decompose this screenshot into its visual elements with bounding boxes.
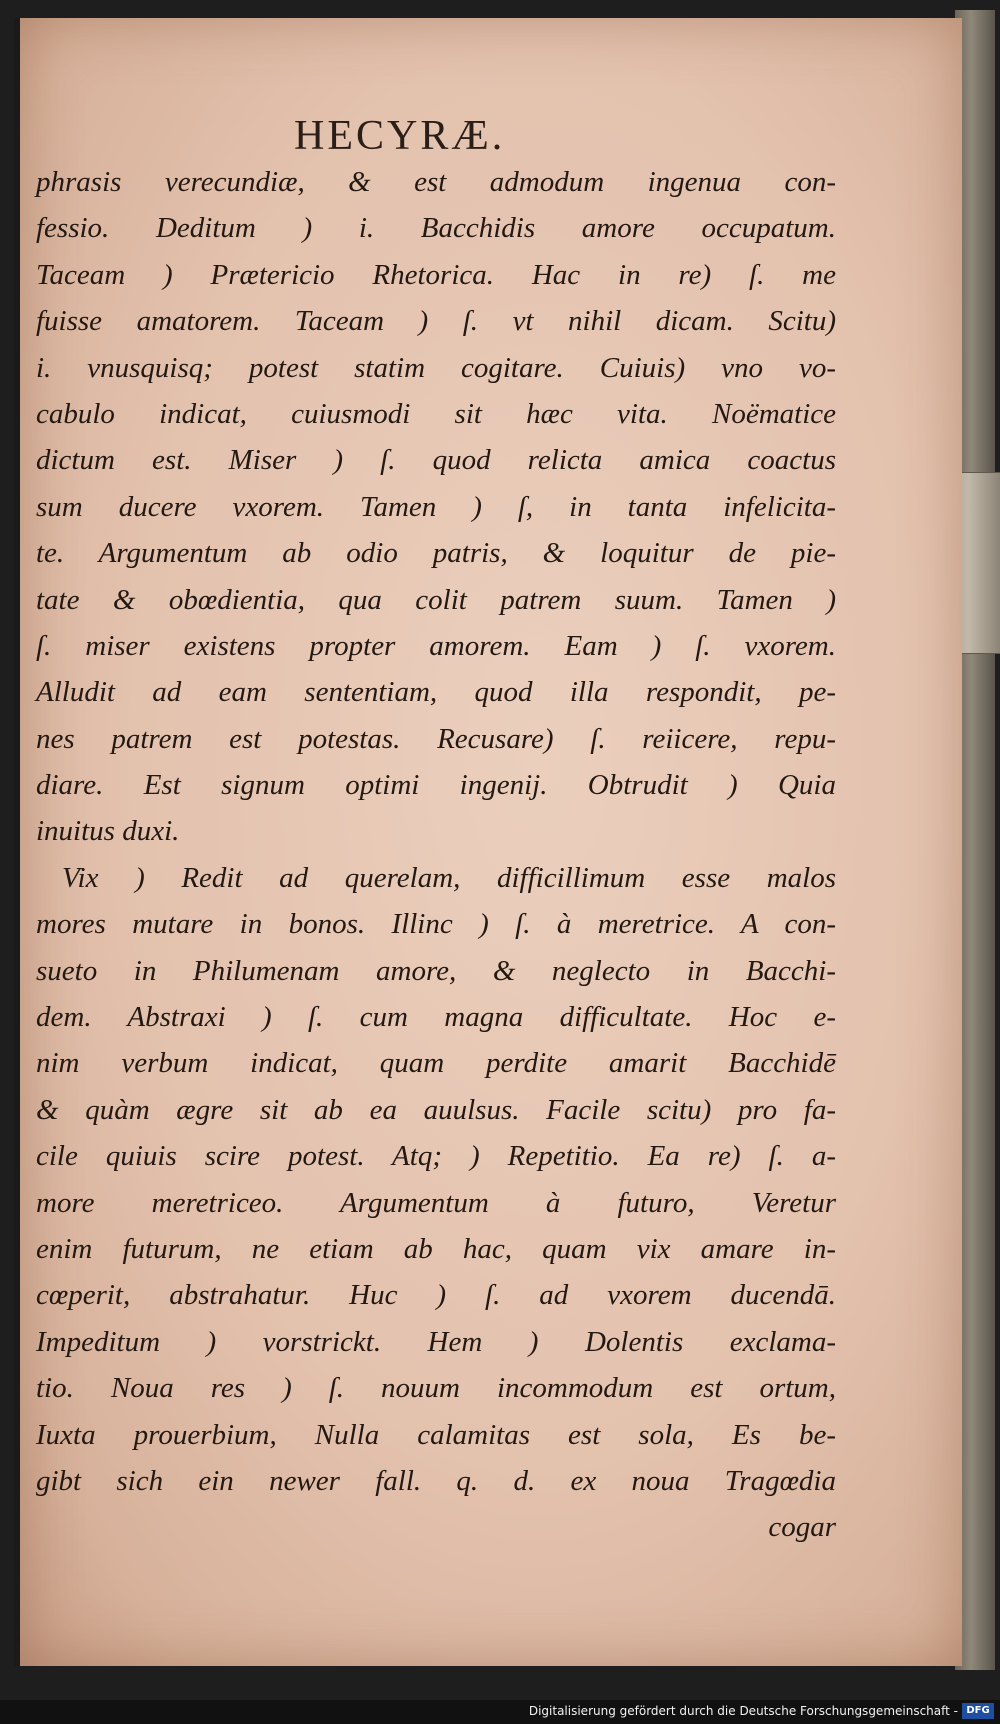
text-line: phrasis verecundiæ, & est admodum ingenua con- <box>36 166 836 198</box>
text-line: mores mutare in bonos. Illinc ) ſ. à meretrice. A con- <box>36 908 836 941</box>
text-line: sum ducere vxorem. Tamen ) ſ, in tanta infelicita- <box>36 490 836 523</box>
text-line: cabulo indicat, cuiusmodi sit hæc vita. Noëmatice <box>36 397 836 430</box>
text-line: & quàm ægre sit ab ea auulsus. Facile scitu) pro fa- <box>36 1093 836 1126</box>
dfg-logo: DFG <box>962 1703 994 1719</box>
text-line: dem. Abstraxi ) ſ. cum magna difficultate. Hoc e- <box>36 1001 836 1034</box>
text-line: tio. Noua res ) ſ. nouum incommodum est ortum, <box>36 1372 836 1405</box>
text-line: Vix ) Redit ad querelam, difficillimum esse malos <box>62 861 836 894</box>
text-line: tate & obœdientia, qua colit patrem suum. Tamen ) <box>36 583 836 616</box>
text-line: gibt sich ein newer fall. q. d. ex noua Tragœdia <box>36 1464 836 1497</box>
text-line: fuisse amatorem. Taceam ) ſ. vt nihil dicam. Scitu) <box>36 305 836 338</box>
running-head: HECYRÆ. <box>294 113 506 159</box>
text-line: Taceam ) Prætericio Rhetorica. Hac in re) ſ. me <box>36 258 836 291</box>
text-line: cile quiuis scire potest. Atq; ) Repetitio. Ea re) ſ. a- <box>36 1140 836 1173</box>
text-line: Alludit ad eam sententiam, quod illa respondit, pe- <box>36 676 836 709</box>
catchword: cogar <box>768 1511 836 1544</box>
text-line: fessio. Deditum ) i. Bacchidis amore occupatum. <box>36 212 836 245</box>
text-line: Impeditum ) vorstrickt. Hem ) Dolentis exclama- <box>36 1325 836 1358</box>
text-line: more meretriceo. Argumentum à futuro, Veretur <box>36 1186 836 1219</box>
text-line: diare. Est signum optimi ingenij. Obtrudit ) Quia <box>36 769 836 802</box>
digitization-credit: Digitalisierung gefördert durch die Deutsche Forschungsgemeinschaft - <box>528 1704 958 1718</box>
text-line: sueto in Philumenam amore, & neglecto in Bacchi- <box>36 954 836 987</box>
text-line: ſ. miser existens propter amorem. Eam ) ſ. vxorem. <box>36 629 836 662</box>
text-line: i. vnusquisq; potest statim cogitare. Cuiuis) vno vo- <box>36 351 836 384</box>
body-text <box>36 166 836 1558</box>
text-line: cœperit, abstrahatur. Huc ) ſ. ad vxorem ducendā. <box>36 1279 836 1312</box>
text-line: nim verbum indicat, quam perdite amarit Bacchidē <box>36 1047 836 1080</box>
text-line: inuitus duxi. <box>36 815 180 848</box>
text-line: te. Argumentum ab odio patris, & loquitur de pie- <box>36 537 836 570</box>
text-line: dictum est. Miser ) ſ. quod relicta amica coactus <box>36 444 836 477</box>
text-line: nes patrem est potestas. Recusare) ſ. reiicere, repu- <box>36 722 836 755</box>
text-line: Iuxta prouerbium, Nulla calamitas est sola, Es be- <box>36 1418 836 1451</box>
text-line: enim futurum, ne etiam ab hac, quam vix amare in- <box>36 1232 836 1265</box>
